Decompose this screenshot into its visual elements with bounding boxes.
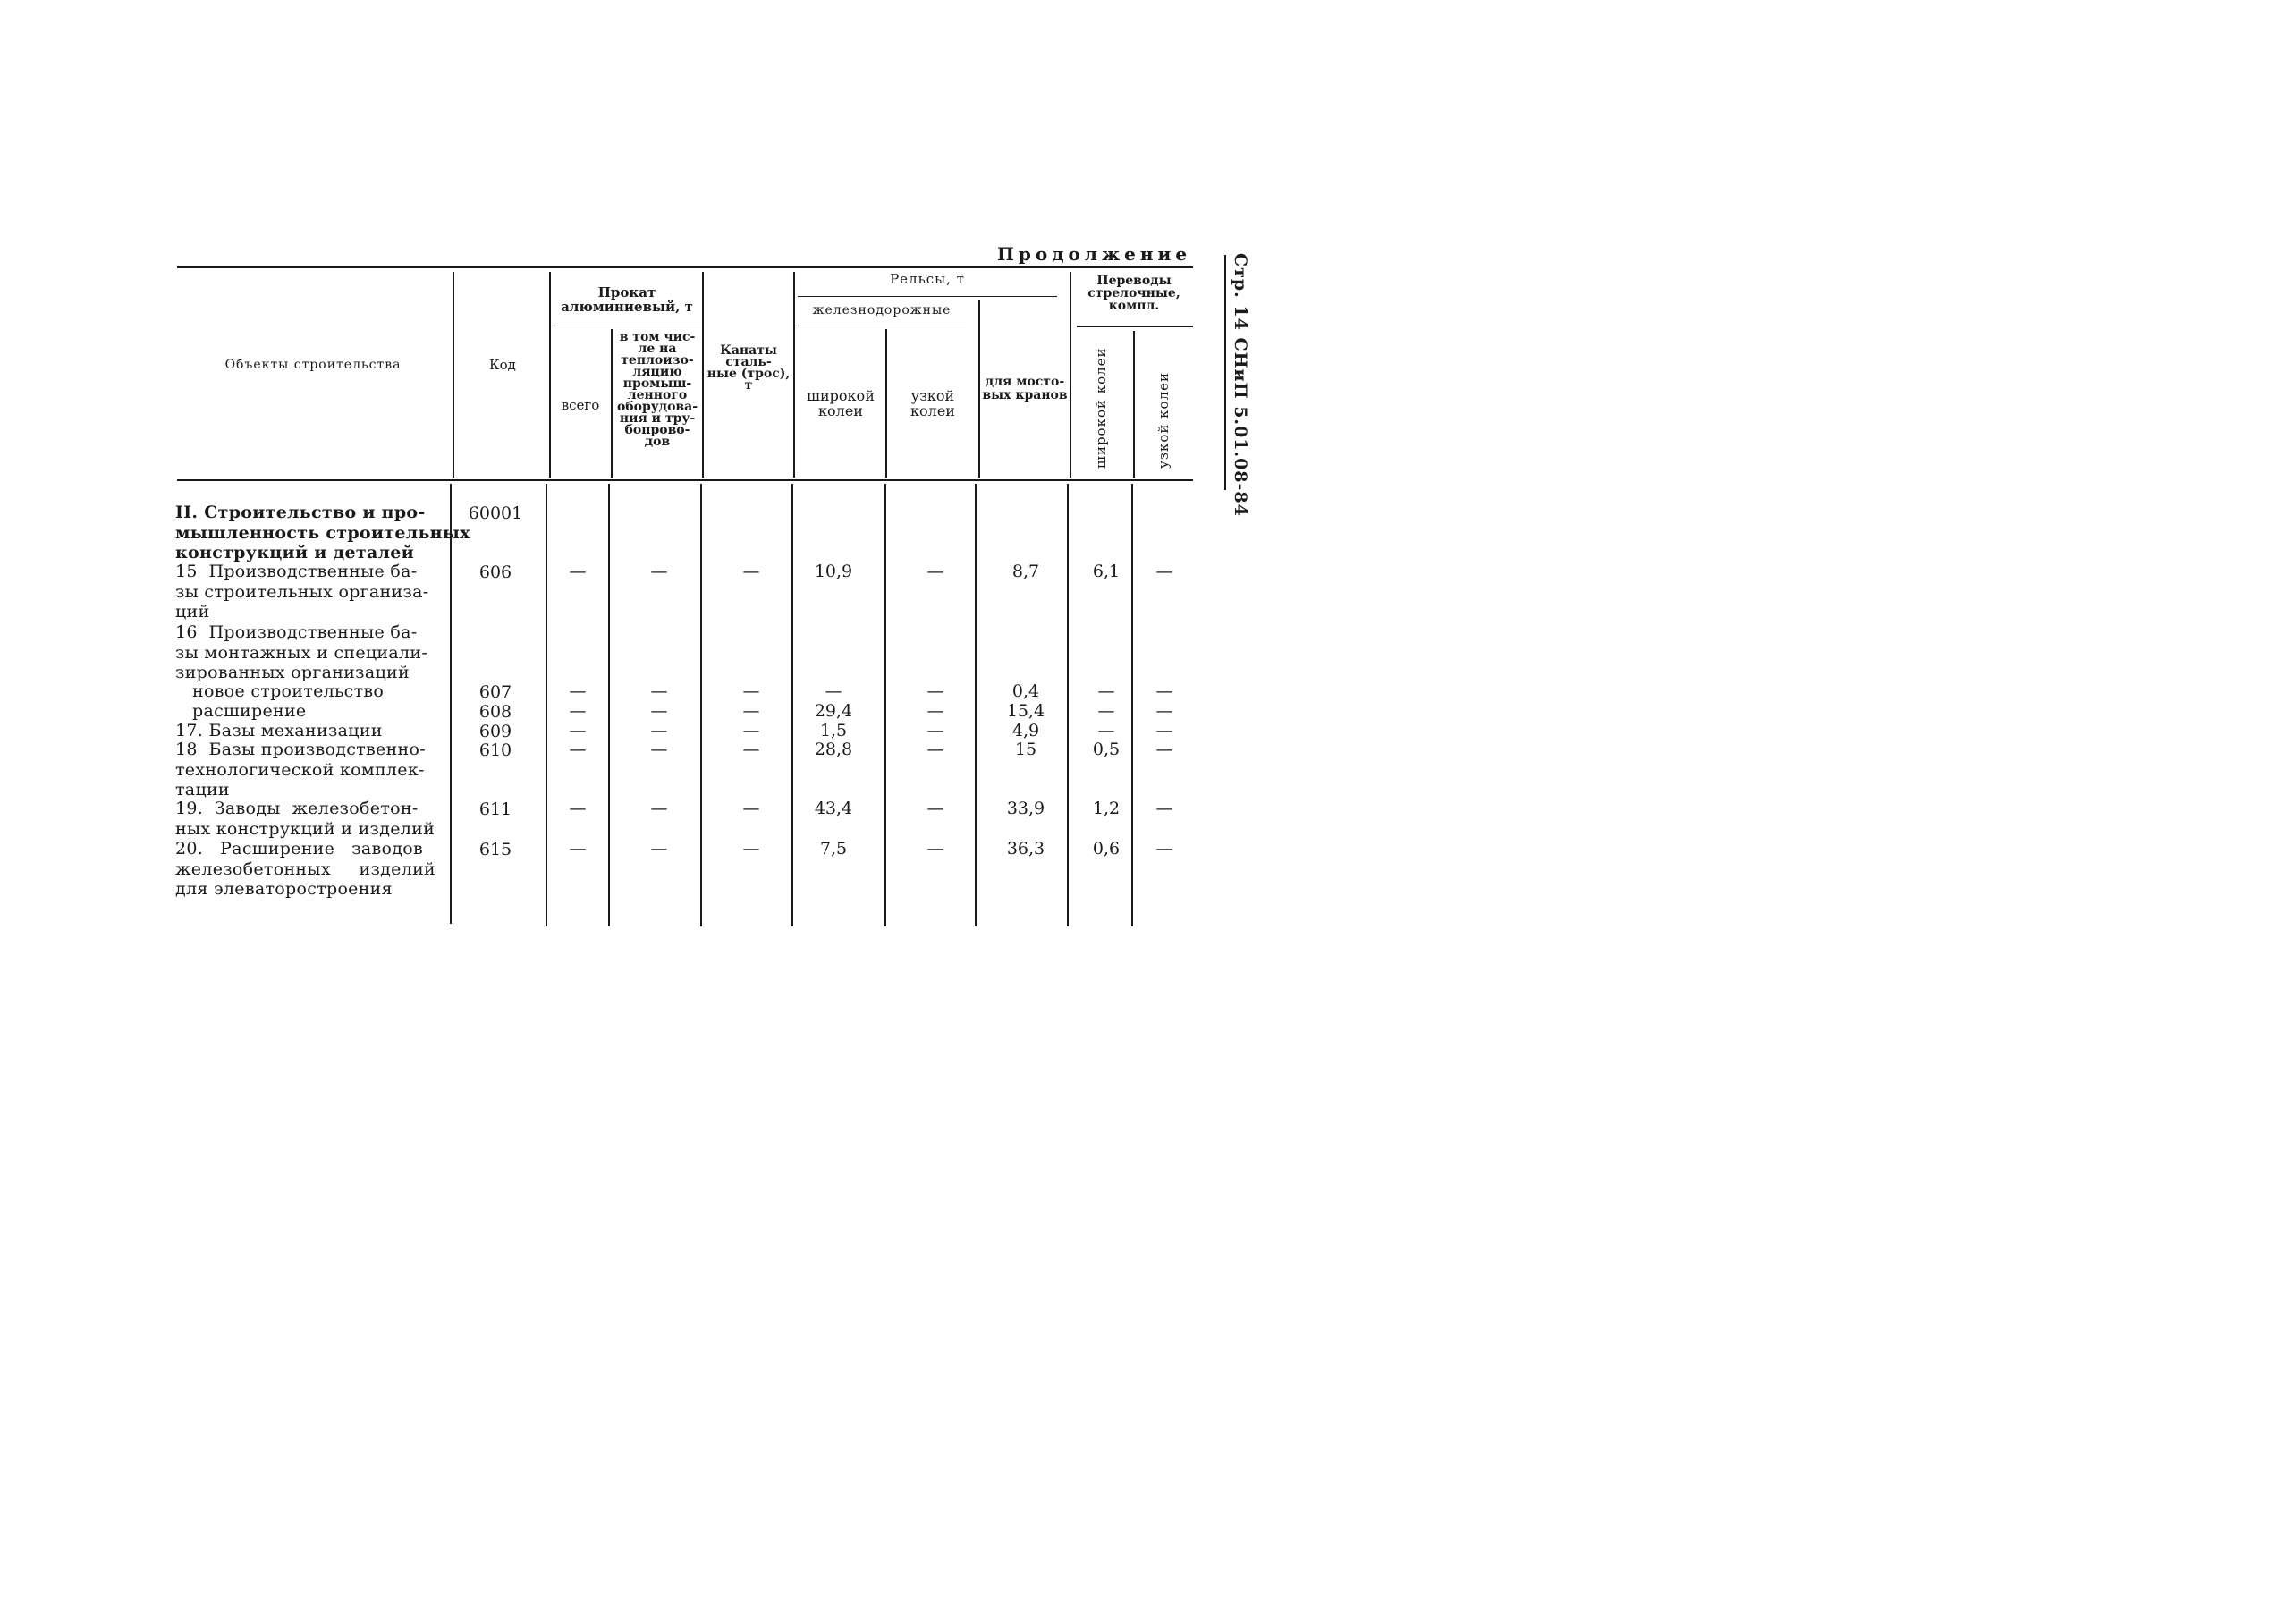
row-value: 1,5 [819, 721, 848, 740]
row-name-line: для элеваторостроения [175, 879, 393, 899]
column-divider [791, 484, 793, 926]
row-value: 0,6 [1092, 839, 1121, 859]
header-rails: Рельсы, т [890, 271, 965, 287]
row-value: — [742, 701, 760, 721]
row-value: — [650, 701, 668, 721]
row-name-line: железобетонных изделий [175, 859, 436, 879]
header-aluminum-total: всего [561, 397, 600, 413]
header-ropes-line: сталь- [725, 355, 772, 369]
header-rails-railway: железнодорожные [812, 303, 952, 317]
row-value: — [742, 740, 760, 759]
row-code: 606 [478, 562, 512, 582]
header-switches-line: компл. [1108, 299, 1160, 313]
row-value: — [926, 839, 944, 859]
row-value: — [1097, 721, 1115, 740]
row-value: — [569, 701, 587, 721]
row-name [175, 839, 436, 900]
header-aluminum-incl-line: дов [644, 435, 671, 449]
row-value: 7,5 [819, 839, 848, 859]
row-code: 60001 [468, 503, 523, 523]
row-name [175, 799, 435, 839]
row-code: 607 [478, 682, 512, 702]
header-ropes [703, 345, 794, 392]
row-value: 28,8 [814, 740, 853, 759]
row-code: 615 [478, 840, 512, 859]
row-name-line: 17. Базы механизации [175, 721, 383, 740]
header-switches-broad: широкой колеи [1093, 347, 1109, 469]
row-value: 6,1 [1092, 562, 1121, 581]
header-ropes-line: ные (трос), [706, 367, 791, 381]
row-value: — [650, 839, 668, 859]
row-value: — [926, 562, 944, 581]
header-aluminum-text: Прокат алюминиевый, т [561, 284, 693, 315]
header-switches-line: Переводы [1096, 274, 1172, 288]
row-value: 4,9 [1011, 721, 1040, 740]
header-rails-broad-line: колеи [818, 402, 863, 419]
row-name-line: ций [175, 602, 210, 622]
row-value: 43,4 [814, 799, 853, 818]
row-value: — [569, 562, 587, 581]
row-name-line: мышленность строительных [175, 522, 470, 543]
row-value: — [569, 681, 587, 701]
header-rails-narrow [888, 388, 977, 419]
header-ropes-line: Канаты [720, 343, 777, 358]
header-divider [885, 329, 887, 478]
row-value: — [926, 681, 944, 701]
header-ropes-line: т [744, 378, 753, 393]
header-aluminum-incl-line: ния и тру- [619, 411, 696, 426]
side-rule [1224, 255, 1226, 490]
header-divider [1070, 272, 1071, 478]
header-switches-narrow: узкой колеи [1155, 372, 1172, 469]
row-value: — [1155, 681, 1173, 701]
header-rails-crane [980, 376, 1070, 402]
header-rails-narrow-line: колеи [910, 402, 955, 419]
row-name [175, 701, 306, 722]
row-value: — [742, 799, 760, 818]
row-name-line: расширение [175, 701, 307, 721]
header-aluminum-incl-line: теплоизо- [621, 353, 694, 368]
row-name-line: зированных организаций [175, 663, 410, 682]
row-value: — [1155, 721, 1173, 740]
header-rails-narrow-line: узкой [910, 387, 955, 404]
row-code: 608 [478, 702, 512, 722]
row-name [175, 740, 426, 800]
row-name-line: 15 Производственные ба- [175, 562, 418, 581]
row-name-line: 16 Производственные ба- [175, 622, 418, 642]
row-name [175, 721, 383, 741]
header-rails-broad-line: широкой [807, 387, 875, 404]
header-aluminum-incl-line: оборудова- [616, 400, 698, 414]
row-value: — [1097, 681, 1115, 701]
row-value: — [650, 799, 668, 818]
row-name-line: технологической комплек- [175, 759, 425, 780]
row-value: — [1155, 799, 1173, 818]
header-aluminum-incl-line: в том чис- [619, 330, 696, 344]
continuation-label: Продолжение [997, 243, 1192, 265]
column-divider [1067, 484, 1069, 926]
row-value: — [926, 701, 944, 721]
header-aluminum-incl-line: бопрово- [624, 423, 690, 437]
row-code: 611 [478, 799, 512, 819]
row-value: — [1155, 839, 1173, 859]
row-value: 36,3 [1006, 839, 1045, 859]
header-aluminum-incl [613, 332, 701, 448]
row-value: — [926, 799, 944, 818]
row-value: 0,5 [1092, 740, 1121, 759]
row-value: 15 [1014, 740, 1037, 759]
row-value: 33,9 [1006, 799, 1045, 818]
header-rails-crane-line: для мосто- [985, 375, 1065, 389]
rails-group-rule [798, 296, 1057, 297]
row-name [175, 503, 470, 563]
header-aluminum-incl-line: ленного [627, 388, 688, 402]
row-name-line: 20. Расширение заводов [175, 839, 423, 859]
row-value: 29,4 [814, 701, 853, 721]
row-value: — [1155, 740, 1173, 759]
row-value: — [926, 721, 944, 740]
row-value: — [1155, 701, 1173, 721]
header-aluminum [553, 285, 701, 314]
row-value: — [569, 799, 587, 818]
row-value: 1,2 [1092, 799, 1121, 818]
header-bottom-rule [177, 479, 1193, 481]
row-value: 0,4 [1011, 681, 1040, 701]
header-objects: Объекты строительства [224, 358, 402, 372]
header-divider [453, 272, 454, 478]
row-value: — [1097, 701, 1115, 721]
row-name-line: конструкций и деталей [175, 543, 415, 562]
row-name-line: новое строительство [175, 681, 385, 701]
row-name-line: ных конструкций и изделий [175, 818, 436, 839]
row-value: — [742, 562, 760, 581]
column-divider [884, 484, 886, 926]
row-value: — [926, 740, 944, 759]
header-divider [611, 329, 613, 478]
row-name-line: тации [175, 780, 230, 799]
row-name [175, 562, 428, 622]
header-divider [1133, 331, 1135, 478]
row-value: — [742, 681, 760, 701]
side-title: Стр. 14 СНиП 5.01.08-84 [1231, 253, 1250, 517]
row-name [175, 681, 384, 702]
row-name-line: 19. Заводы железобетон- [175, 799, 419, 818]
header-aluminum-incl-line: ле на [638, 342, 677, 356]
row-value: 8,7 [1011, 562, 1040, 581]
row-value: — [650, 562, 668, 581]
header-switches [1073, 275, 1195, 312]
row-value: — [650, 681, 668, 701]
row-value: — [742, 721, 760, 740]
row-value: — [569, 740, 587, 759]
row-value: — [569, 839, 587, 859]
row-code: 610 [478, 740, 512, 760]
row-value: — [1155, 562, 1173, 581]
header-rails-crane-line: вых кранов [982, 388, 1068, 402]
header-aluminum-incl-line: ляцию [632, 365, 682, 379]
row-value: 10,9 [814, 562, 853, 581]
row-code: 609 [478, 722, 512, 741]
row-name-line: зы монтажных и специали- [175, 642, 428, 663]
column-divider [700, 484, 702, 926]
switches-group-rule [1077, 326, 1193, 327]
row-value: — [569, 721, 587, 740]
row-name-line: 18 Базы производственно- [175, 740, 426, 759]
column-divider [975, 484, 977, 926]
row-value: — [650, 721, 668, 740]
row-name-line: II. Строительство и про- [175, 503, 426, 522]
table-top-rule [177, 266, 1193, 268]
header-divider [549, 272, 551, 478]
header-code: Код [489, 357, 516, 373]
header-switches-line: стрелочные, [1087, 286, 1180, 300]
row-value: — [650, 740, 668, 759]
row-value: — [742, 839, 760, 859]
header-rails-broad [796, 388, 885, 419]
row-name [175, 622, 427, 683]
header-aluminum-incl-line: промыш- [622, 376, 692, 391]
row-value: 15,4 [1006, 701, 1045, 721]
row-name-line: зы строительных организа- [175, 581, 429, 602]
row-value: — [825, 681, 842, 701]
